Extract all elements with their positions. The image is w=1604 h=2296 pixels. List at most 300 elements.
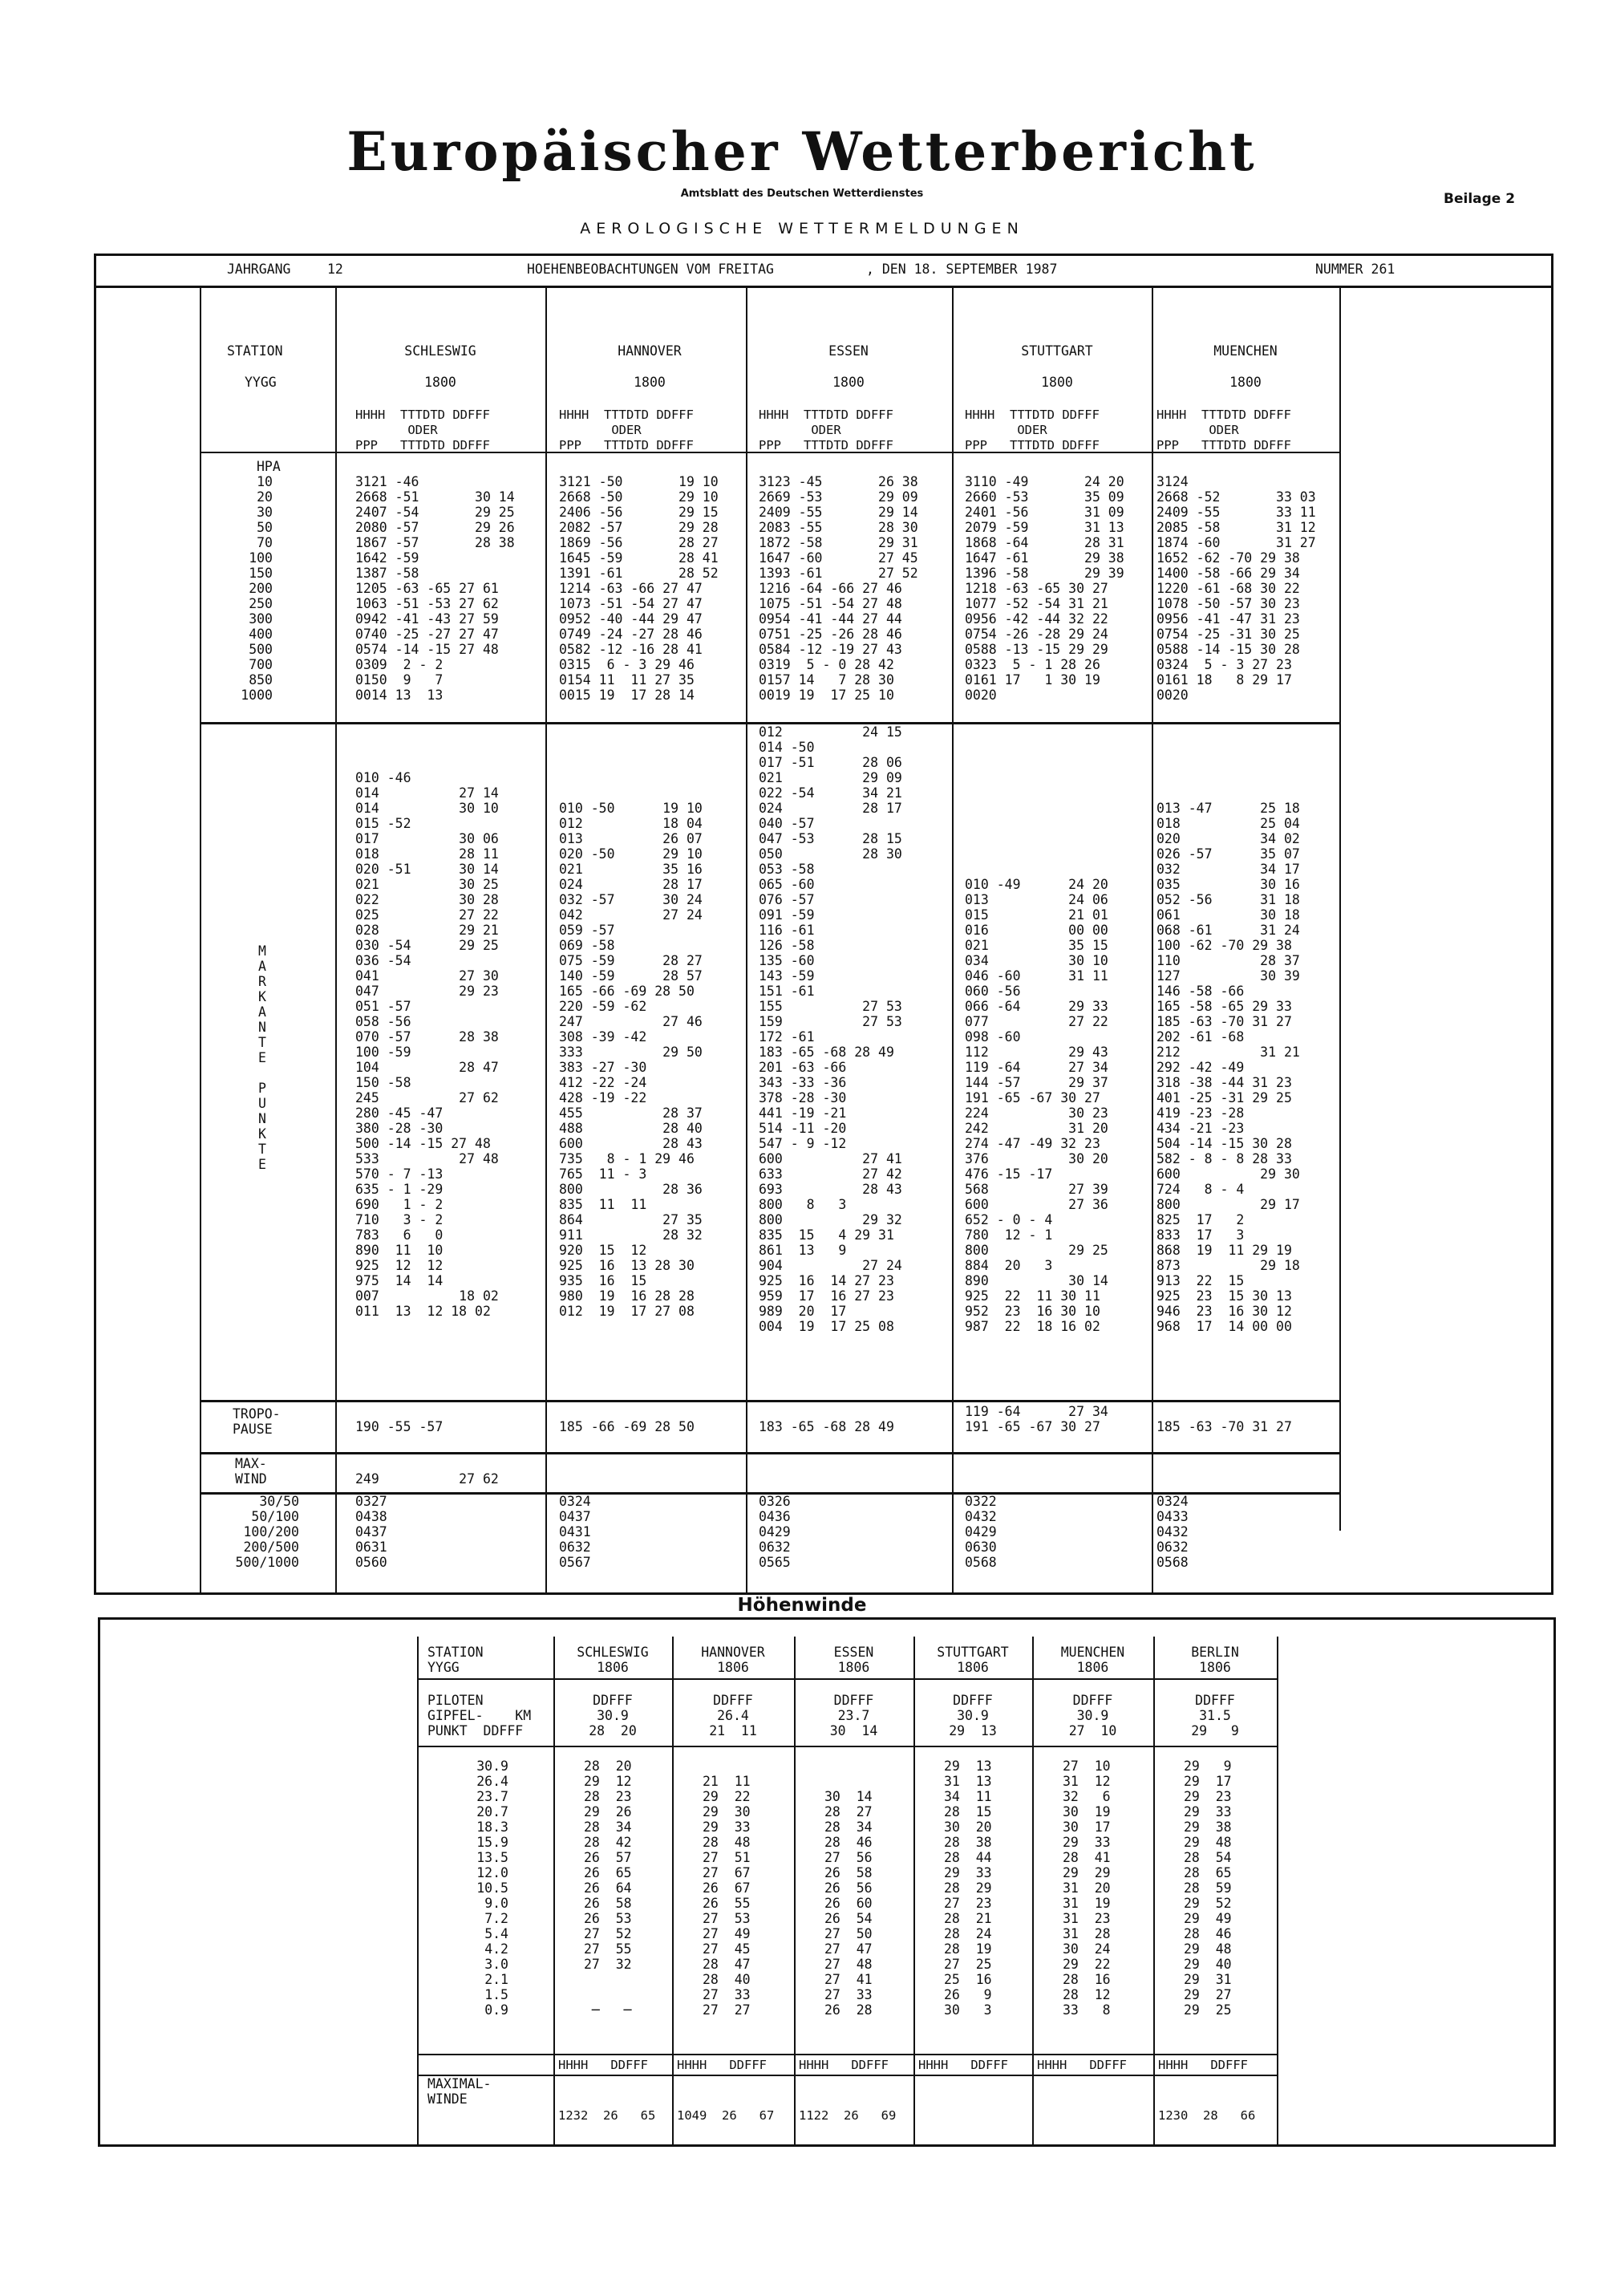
level-data: 0157 14 7 28 30 0019 19 17 25 10 [759,672,894,703]
significant-point: 058 -56 [355,1014,411,1029]
station-time: 1800 [1229,375,1262,390]
maxwind-label: MAX- WIND [235,1456,267,1487]
significant-point: 401 -25 -31 29 25 [1156,1090,1292,1105]
pressure-level: 100 [249,550,273,566]
significant-point: 155 27 53 [759,999,902,1014]
significant-point: 026 -57 35 07 [1156,846,1300,862]
hw-station: MUENCHEN 1806 [1060,1645,1125,1675]
level-data: 2080 -57 29 26 1867 -57 28 38 [355,520,515,550]
significant-point: 012 18 04 [559,816,703,831]
significant-point: 201 -63 -66 [759,1060,847,1075]
hw-max-header: HHHH DDFFF [677,2058,767,2072]
pressure-level: 20 [257,489,273,505]
level-data: 0588 -13 -15 29 29 0323 5 - 1 28 26 [965,642,1108,672]
level-data: 2668 -52 33 03 2409 -55 33 11 [1156,489,1316,520]
yygg-label: YYGG [245,375,277,390]
significant-point: 380 -28 -30 [355,1121,444,1136]
divider [1152,286,1153,1595]
station-name: STUTTGART [1021,343,1093,359]
level-data: 0161 18 8 29 17 0020 [1156,672,1292,703]
significant-point: 100 -59 [355,1045,411,1060]
significant-points-letter: U [258,1096,266,1111]
significant-point: 428 -19 -22 [559,1090,647,1105]
significant-point: 028 29 21 [355,923,499,938]
significant-point: 051 -57 [355,999,411,1014]
issue-number: NUMMER 261 [1315,262,1395,277]
significant-point: 434 -21 -23 [1156,1121,1245,1136]
significant-point: 935 16 15 [559,1273,647,1288]
hw-maximal: 1122 26 69 [799,2108,897,2123]
divider [200,286,201,1595]
divider [1339,286,1341,1531]
column-header: ODER [559,423,642,437]
significant-point: 780 12 - 1 [965,1227,1053,1243]
significant-point: 864 27 35 [559,1212,703,1227]
station-time: 1800 [832,375,865,390]
level-data: 0574 -14 -15 27 48 0309 2 - 2 [355,642,499,672]
tropopause-data: 185 -63 -70 31 27 [1156,1419,1292,1434]
level-data: 0150 9 7 0014 13 13 [355,672,444,703]
significant-point: 183 -65 -68 28 49 [759,1045,894,1060]
significant-point: 765 11 - 3 [559,1166,647,1182]
significant-point: 020 -51 30 14 [355,862,499,877]
significant-point: 247 27 46 [559,1014,703,1029]
significant-point: 600 27 36 [965,1197,1108,1212]
significant-point: 800 29 25 [965,1243,1108,1258]
pressure-level: 700 [249,657,273,672]
significant-point: 800 28 36 [559,1182,703,1197]
significant-point: 022 -54 34 21 [759,785,902,801]
significant-point: 127 30 39 [1156,968,1300,984]
significant-point: 034 30 10 [965,953,1108,968]
significant-point: 925 16 13 28 30 [559,1258,695,1273]
level-data: 2082 -57 29 28 1869 -56 28 27 [559,520,719,550]
significant-point: 378 -28 -30 [759,1090,847,1105]
significant-point: 013 -47 25 18 [1156,801,1300,816]
column-header: PPP TTTDTD DDFFF [759,438,893,452]
pressure-level: 50 [257,520,273,535]
level-data: 0942 -41 -43 27 59 0740 -25 -27 27 47 [355,611,499,642]
significant-point: 220 -59 -62 [559,999,647,1014]
significant-point: 884 20 3 [965,1258,1053,1273]
level-data: 1645 -59 28 41 1391 -61 28 52 [559,550,719,581]
significant-point: 010 -46 [355,770,411,785]
significant-point: 016 00 00 [965,923,1108,938]
level-data: 1647 -61 29 38 1396 -58 29 39 [965,550,1124,581]
pressure-level: 1000 [241,688,273,703]
significant-point: 022 30 28 [355,892,499,907]
divider [200,1400,1339,1402]
level-data: 0956 -42 -44 32 22 0754 -26 -28 29 24 [965,611,1108,642]
significant-point: 143 -59 [759,968,815,984]
column-header: HHHH TTTDTD DDFFF [355,408,490,422]
significant-point: 600 28 43 [559,1136,703,1151]
significant-points-letter: K [258,989,266,1004]
significant-point: 018 28 11 [355,846,499,862]
level-data: 0954 -41 -44 27 44 0751 -25 -26 28 46 [759,611,902,642]
hw-piloten: DDFFF 31.5 29 9 [1191,1693,1239,1738]
divider [200,1452,1339,1454]
level-data: 0584 -12 -19 27 43 0319 5 - 0 28 42 [759,642,902,672]
significant-point: 011 13 12 18 02 [355,1304,491,1319]
hw-station: ESSEN 1806 [833,1645,874,1675]
divider [94,286,1553,288]
significant-point: 151 -61 [759,984,815,999]
station-label: STATION [227,343,283,359]
significant-point: 165 -66 -69 28 50 [559,984,695,999]
layer-labels: 30/50 50/100 100/200 200/500 500/1000 [235,1494,299,1570]
hw-station: BERLIN 1806 [1191,1645,1239,1675]
significant-point: 835 15 4 29 31 [759,1227,894,1243]
significant-point: 069 -58 [559,938,615,953]
significant-points-letter: T [258,1142,266,1157]
level-data: 3110 -49 24 20 [965,474,1124,489]
level-data: 1216 -64 -66 27 46 1075 -51 -54 27 48 [759,581,902,611]
significant-point: 068 -61 31 24 [1156,923,1300,938]
significant-point: 224 30 23 [965,1105,1108,1121]
significant-point: 383 -27 -30 [559,1060,647,1075]
significant-point: 075 -59 28 27 [559,953,703,968]
significant-point: 633 27 42 [759,1166,902,1182]
hpa-label: HPA [257,459,281,474]
pressure-level: 30 [257,505,273,520]
significant-point: 172 -61 [759,1029,815,1045]
significant-point: 547 - 9 -12 [759,1136,847,1151]
significant-point: 968 17 14 00 00 [1156,1319,1292,1334]
hw-piloten: DDFFF 30.9 29 13 [949,1693,997,1738]
station-name: SCHLESWIG [404,343,476,359]
divider [335,286,337,1595]
significant-point: 800 29 32 [759,1212,902,1227]
hw-max-header: HHHH DDFFF [799,2058,889,2072]
level-data: 3121 -50 19 10 [559,474,719,489]
significant-point: 040 -57 [759,816,815,831]
pressure-level: 400 [249,627,273,642]
significant-point: 041 27 30 [355,968,499,984]
significant-point: 017 -51 28 06 [759,755,902,770]
column-header: HHHH TTTDTD DDFFF [965,408,1100,422]
observation-date: , DEN 18. SEPTEMBER 1987 [866,262,1058,277]
level-data: 1652 -62 -70 29 38 1400 -58 -66 29 34 [1156,550,1300,581]
significant-point: 013 24 06 [965,892,1108,907]
significant-point: 952 23 16 30 10 [965,1304,1100,1319]
significant-point: 144 -57 29 37 [965,1075,1108,1090]
hw-max-header: HHHH DDFFF [918,2058,1008,2072]
section-heading: AEROLOGISCHE WETTERMELDUNGEN [580,220,1024,237]
divider [417,1746,1277,1747]
station-name: ESSEN [828,343,869,359]
significant-point: 066 -64 29 33 [965,999,1108,1014]
significant-point: 568 27 39 [965,1182,1108,1197]
significant-point: 014 27 14 [355,785,499,801]
significant-point: 925 16 14 27 23 [759,1273,894,1288]
significant-points-letter: K [258,1126,266,1142]
station-time: 1800 [1041,375,1073,390]
hw-piloten: DDFFF 23.7 30 14 [829,1693,878,1738]
pressure-level: 300 [249,611,273,627]
supplement-label: Beilage 2 [1444,191,1516,207]
significant-point: 050 28 30 [759,846,902,862]
significant-points-letter: E [258,1157,266,1172]
page-title: Europäischer Wetterbericht [346,120,1258,183]
pressure-level: 70 [257,535,273,550]
significant-point: 600 29 30 [1156,1166,1300,1182]
station-time: 1800 [634,375,666,390]
significant-point: 159 27 53 [759,1014,902,1029]
divider [417,1637,419,2147]
level-data: 3123 -45 26 38 [759,474,918,489]
significant-point: 007 18 02 [355,1288,499,1304]
station-label: STATION YYGG [427,1645,484,1675]
pressure-level: 250 [249,596,273,611]
significant-point: 600 27 41 [759,1151,902,1166]
significant-point: 046 -60 31 11 [965,968,1108,984]
significant-point: 873 29 18 [1156,1258,1300,1273]
significant-point: 890 30 14 [965,1273,1108,1288]
hw-station: STUTTGART 1806 [937,1645,1009,1675]
hw-station: HANNOVER 1806 [701,1645,765,1675]
significant-point: 500 -14 -15 27 48 [355,1136,491,1151]
column-header: ODER [1156,423,1239,437]
level-data: 1205 -63 -65 27 61 1063 -51 -53 27 62 [355,581,499,611]
significant-points-letter: N [258,1020,266,1035]
layer-thickness: 0324 0433 0432 0632 0568 [1156,1494,1189,1570]
significant-point: 020 -50 29 10 [559,846,703,862]
hw-wind-column: 29 13 31 13 34 11 28 15 30 20 28 38 28 44 29 33 28 29 27 23 28 21 28 24 28 19 27 25 25 16 26 9 30 3 [944,1759,992,2018]
hw-piloten: DDFFF 26.4 21 11 [709,1693,757,1738]
significant-point: 076 -57 [759,892,815,907]
tropopause-data: 183 -65 -68 28 49 [759,1419,894,1434]
column-header: HHHH TTTDTD DDFFF [759,408,893,422]
significant-point: 010 -49 24 20 [965,877,1108,892]
significant-points-letter: R [258,974,266,989]
level-data: 0952 -40 -44 29 47 0749 -24 -27 28 46 [559,611,703,642]
significant-point: 582 - 8 - 8 28 33 [1156,1151,1292,1166]
level-data: 0956 -41 -47 31 23 0754 -25 -31 30 25 [1156,611,1300,642]
significant-point: 014 30 10 [355,801,499,816]
significant-point: 318 -38 -44 31 23 [1156,1075,1292,1090]
significant-point: 735 8 - 1 29 46 [559,1151,695,1166]
hw-maximal: 1232 26 65 [558,2108,656,2123]
level-data: 2660 -53 35 09 2401 -56 31 09 [965,489,1124,520]
tropopause-label: TROPO- PAUSE [233,1406,281,1437]
maxwind-data: 249 27 62 [355,1471,499,1487]
pressure-level: 150 [249,566,273,581]
hw-maximal: 1230 28 66 [1158,2108,1256,2123]
significant-point: 116 -61 [759,923,815,938]
column-header: PPP TTTDTD DDFFF [559,438,694,452]
significant-point: 119 -64 27 34 [965,1060,1108,1075]
level-data: 0161 17 1 30 19 0020 [965,672,1100,703]
significant-point: 042 27 24 [559,907,703,923]
level-data: 0588 -14 -15 30 28 0324 5 - 3 27 23 [1156,642,1300,672]
significant-point: 065 -60 [759,877,815,892]
level-data: 3121 -46 [355,474,419,489]
tropopause-data: 185 -66 -69 28 50 [559,1419,695,1434]
divider [417,1678,1277,1680]
significant-point: 800 29 17 [1156,1197,1300,1212]
significant-point: 274 -47 -49 32 23 [965,1136,1100,1151]
significant-point: 032 34 17 [1156,862,1300,877]
significant-point: 047 29 23 [355,984,499,999]
significant-points-letter: A [258,959,266,974]
significant-point: 021 35 15 [965,938,1108,953]
significant-point: 959 17 16 27 23 [759,1288,894,1304]
significant-point: 059 -57 [559,923,615,938]
significant-point: 030 -54 29 25 [355,938,499,953]
significant-point: 835 11 11 [559,1197,647,1212]
significant-point: 693 28 43 [759,1182,902,1197]
significant-point: 333 29 50 [559,1045,703,1060]
maximal-label: MAXIMAL- WINDE [427,2076,492,2107]
divider [417,2075,1277,2076]
significant-point: 015 21 01 [965,907,1108,923]
significant-point: 488 28 40 [559,1121,703,1136]
significant-point: 710 3 - 2 [355,1212,444,1227]
significant-point: 004 19 17 25 08 [759,1319,894,1334]
significant-point: 980 19 16 28 28 [559,1288,695,1304]
significant-point: 504 -14 -15 30 28 [1156,1136,1292,1151]
hw-max-header: HHHH DDFFF [1037,2058,1127,2072]
column-header: PPP TTTDTD DDFFF [1156,438,1291,452]
column-header: ODER [965,423,1047,437]
significant-point: 015 -52 [355,816,411,831]
layer-thickness: 0327 0438 0437 0631 0560 [355,1494,387,1570]
significant-point: 018 25 04 [1156,816,1300,831]
divider [952,286,954,1595]
significant-point: 783 6 0 [355,1227,444,1243]
layer-thickness: 0322 0432 0429 0630 0568 [965,1494,997,1570]
significant-point: 292 -42 -49 [1156,1060,1245,1075]
hw-max-header: HHHH DDFFF [1158,2058,1248,2072]
level-data: 2668 -51 30 14 2407 -54 29 25 [355,489,515,520]
hw-max-header: HHHH DDFFF [558,2058,648,2072]
significant-point: 690 1 - 2 [355,1197,444,1212]
hw-wind-column: 27 10 31 12 32 6 30 19 30 17 29 33 28 41 29 29 31 20 31 19 31 23 31 28 30 24 29 22 28 16 28 12 33 8 [1063,1759,1111,2018]
column-header: PPP TTTDTD DDFFF [355,438,490,452]
significant-point: 308 -39 -42 [559,1029,647,1045]
significant-point: 112 29 43 [965,1045,1108,1060]
significant-point: 212 31 21 [1156,1045,1300,1060]
significant-point: 060 -56 [965,984,1021,999]
significant-point: 242 31 20 [965,1121,1108,1136]
significant-point: 077 27 22 [965,1014,1108,1029]
significant-point: 070 -57 28 38 [355,1029,499,1045]
divider [417,2054,1277,2055]
jahrgang-label: JAHRGANG [227,262,291,277]
significant-point: 021 29 09 [759,770,902,785]
hw-wind-column: 29 9 29 17 29 23 29 33 29 38 29 48 28 54 28 65 28 59 29 52 29 49 28 46 29 48 29 40 29 31 29 27 29 25 [1184,1759,1232,2018]
divider [746,286,747,1595]
level-data: 2083 -55 28 30 1872 -58 29 31 [759,520,918,550]
significant-point: 890 11 10 [355,1243,444,1258]
significant-point: 135 -60 [759,953,815,968]
height-levels: 30.9 26.4 23.7 20.7 18.3 15.9 13.5 12.0 10.5 9.0 7.2 5.4 4.2 3.0 2.1 1.5 0.9 [476,1759,508,2018]
significant-point: 146 -58 -66 [1156,984,1245,999]
significant-point: 343 -33 -36 [759,1075,847,1090]
significant-points-letter: A [258,1004,266,1020]
significant-point: 913 22 15 [1156,1273,1245,1288]
pressure-level: 10 [257,474,273,489]
layer-thickness: 0324 0437 0431 0632 0567 [559,1494,591,1570]
significant-point: 165 -58 -65 29 33 [1156,999,1292,1014]
significant-point: 100 -62 -70 29 38 [1156,938,1292,953]
significant-point: 376 30 20 [965,1151,1108,1166]
significant-point: 020 34 02 [1156,831,1300,846]
significant-point: 021 35 16 [559,862,703,877]
significant-point: 280 -45 -47 [355,1105,444,1121]
observation-description: HOEHENBEOBACHTUNGEN VOM FREITAG [527,262,774,277]
significant-points-letter: E [258,1050,266,1065]
level-data: 1647 -60 27 45 1393 -61 27 52 [759,550,918,581]
station-name: MUENCHEN [1213,343,1278,359]
publisher-subtitle: Amtsblatt des Deutschen Wetterdienstes [680,188,924,200]
significant-point: 035 30 16 [1156,877,1300,892]
significant-point: 441 -19 -21 [759,1105,847,1121]
significant-point: 455 28 37 [559,1105,703,1121]
level-data: 2669 -53 29 09 2409 -55 29 14 [759,489,918,520]
column-header: HHHH TTTDTD DDFFF [559,408,694,422]
significant-point: 514 -11 -20 [759,1121,847,1136]
significant-point: 150 -58 [355,1075,411,1090]
significant-point: 412 -22 -24 [559,1075,647,1090]
level-data: 0154 11 11 27 35 0015 19 17 28 14 [559,672,695,703]
significant-point: 110 28 37 [1156,953,1300,968]
hw-piloten: DDFFF 30.9 27 10 [1068,1693,1117,1738]
pressure-level: 200 [249,581,273,596]
significant-point: 024 28 17 [759,801,902,816]
significant-point: 987 22 18 16 02 [965,1319,1100,1334]
column-header: PPP TTTDTD DDFFF [965,438,1100,452]
hoehenwinde-title: Höhenwinde [737,1595,867,1616]
level-data: 1220 -61 -68 30 22 1078 -50 -57 30 23 [1156,581,1300,611]
significant-point: 635 - 1 -29 [355,1182,444,1197]
significant-point: 861 13 9 [759,1243,847,1258]
significant-point: 925 12 12 [355,1258,444,1273]
significant-point: 032 -57 30 24 [559,892,703,907]
significant-point: 140 -59 28 57 [559,968,703,984]
significant-point: 017 30 06 [355,831,499,846]
piloten-label: PILOTEN GIPFEL- KM PUNKT DDFFF [427,1693,532,1738]
layer-thickness: 0326 0436 0429 0632 0565 [759,1494,791,1570]
significant-point: 833 17 3 [1156,1227,1245,1243]
level-data: 1214 -63 -66 27 47 1073 -51 -54 27 47 [559,581,703,611]
station-name: HANNOVER [618,343,682,359]
significant-point: 047 -53 28 15 [759,831,902,846]
level-data: 3124 [1156,474,1189,489]
level-data: 0582 -12 -16 28 41 0315 6 - 3 29 46 [559,642,703,672]
significant-point: 014 -50 [759,740,815,755]
significant-point: 825 17 2 [1156,1212,1245,1227]
significant-point: 652 - 0 - 4 [965,1212,1053,1227]
significant-point: 800 8 3 [759,1197,847,1212]
significant-point: 061 30 18 [1156,907,1300,923]
significant-point: 946 23 16 30 12 [1156,1304,1292,1319]
significant-point: 989 20 17 [759,1304,847,1319]
hw-wind-column: 21 11 29 22 29 30 29 33 28 48 27 51 27 67 26 67 26 55 27 53 27 49 27 45 28 47 28 40 27 33 27 27 [703,1774,751,2018]
significant-point: 010 -50 19 10 [559,801,703,816]
level-data: 1642 -59 1387 -58 [355,550,419,581]
hw-station: SCHLESWIG 1806 [577,1645,649,1675]
hw-maximal: 1049 26 67 [677,2108,775,2123]
level-data: 2085 -58 31 12 1874 -60 31 27 [1156,520,1316,550]
divider [1277,1637,1278,2147]
hw-piloten: DDFFF 30.9 28 20 [589,1693,637,1738]
significant-point: 021 30 25 [355,877,499,892]
significant-point: 904 27 24 [759,1258,902,1273]
hw-wind-column: 28 20 29 12 28 23 29 26 28 34 28 42 26 57 26 65 26 64 26 58 26 53 27 52 27 55 27 32 ─ ─ [584,1759,632,2018]
column-header: ODER [355,423,438,437]
